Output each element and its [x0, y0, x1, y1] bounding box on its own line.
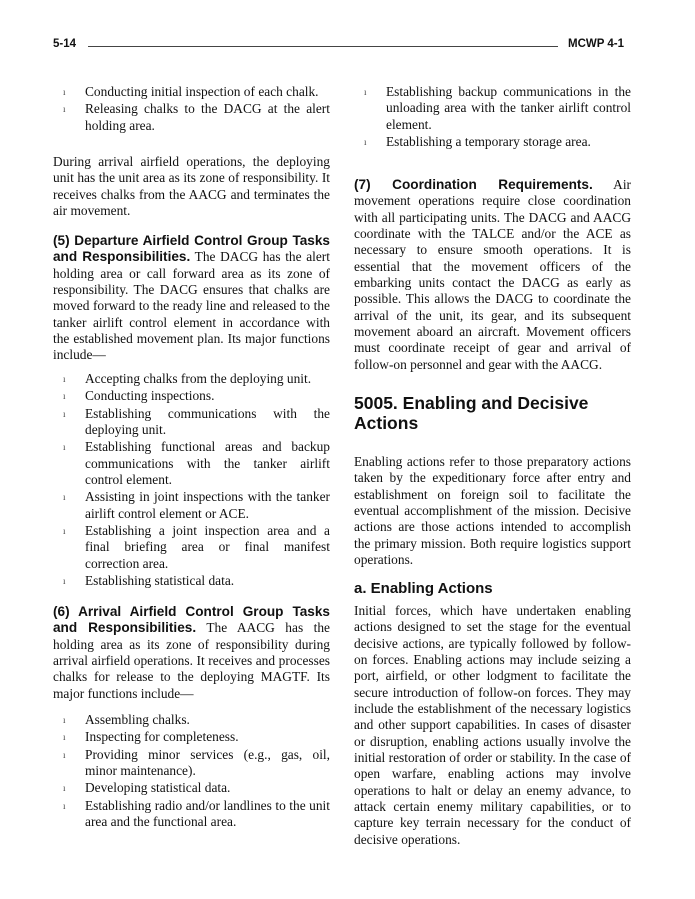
section-heading: (6) Arrival Airfield Control Group Tasks and Responsibilities. [53, 604, 330, 636]
bullet-text: Releasing chalks to the DACG at the alert holding area. [85, 101, 330, 133]
bullet-icon: ı [63, 576, 66, 587]
bullet-item [53, 747, 330, 780]
bullet-icon: ı [63, 442, 66, 453]
section-6 [53, 604, 330, 702]
bullet-text: Assisting in joint inspections with the tanker airlift control element or ACE. [85, 489, 330, 521]
bullet-item [53, 101, 330, 134]
bullet-item [53, 523, 330, 572]
bullet-text: Conducting inspections. [85, 388, 215, 404]
bullet-item [53, 406, 330, 439]
paragraph: Initial forces, which have undertaken enabling actions designed to set the stage for the eventual decisive actions, are typically followed by follow-on forces. Enabling actions may include seizing a port, airfield, or other lodgment to facilitate the secure introduction of follow-on forces. They may include the establishment of the necessary logistics and other support capabilities. In cases of disaster or disruption, enabling actions usually involve the initial restoration of order or stability. In the case of open warfare, enabling actions may involve operations to halt or delay an enemy advance, to attack certain enemy military capabilities, or to capture key terrain necessary for the conduct of decisive operations. [354, 603, 631, 847]
bullet-text: Conducting initial inspection of each chalk. [85, 84, 319, 99]
bullet-item [53, 729, 330, 745]
bullet-list [354, 84, 631, 150]
bullet-text: Establishing radio and/or landlines to the unit area and the functional area. [85, 797, 330, 830]
bullet-icon: ı [63, 749, 66, 760]
bullet-item [53, 712, 330, 728]
section-text: The AACG has the holding area as its zone of responsibility during arrival airfield operations. It receives and processes chalks for release to the deploying MAGTF. Its major functions include— [53, 620, 330, 701]
bullet-icon: ı [63, 783, 66, 794]
page-number: 5-14 [53, 38, 77, 50]
bullet-text: Establishing a joint inspection area and a final briefing area or final manifest correction area. [85, 523, 330, 571]
bullet-text: Providing minor services (e.g., gas, oil, minor maintenance). [85, 746, 330, 779]
section-title: 5005. Enabling and Decisive Actions [354, 393, 589, 433]
bullet-text: Establishing a temporary storage area. [386, 134, 591, 150]
bullet-item [53, 84, 330, 100]
bullet-list [53, 84, 330, 134]
bullet-icon: ı [63, 526, 66, 537]
bullet-text: Establishing backup communications in the unloading area with the tanker airlift control element. [386, 84, 631, 132]
bullet-item [53, 780, 330, 796]
bullet-item [53, 573, 330, 589]
bullet-item [354, 134, 631, 150]
document-id: MCWP 4-1 [568, 38, 625, 50]
section-5 [53, 233, 330, 364]
bullet-text: Establishing statistical data. [85, 573, 235, 589]
bullet-text: Assembling chalks. [85, 712, 190, 727]
bullet-icon: ı [364, 87, 367, 97]
bullet-text: Developing statistical data. [85, 780, 231, 796]
bullet-list [53, 371, 330, 589]
bullet-item [53, 489, 330, 522]
bullet-text: Accepting chalks from the deploying unit. [85, 371, 312, 386]
bullet-icon: ı [63, 492, 66, 503]
bullet-icon: ı [63, 391, 66, 402]
section-7 [354, 177, 631, 373]
bullet-icon: ı [63, 87, 66, 97]
bullet-icon: ı [63, 408, 66, 419]
bullet-text: Inspecting for completeness. [85, 729, 239, 745]
bullet-icon: ı [63, 715, 66, 725]
bullet-item [53, 371, 330, 387]
subsection-title: a. Enabling Actions [354, 580, 493, 597]
bullet-icon: ı [364, 137, 367, 148]
section-text: The DACG has the alert holding area or call forward area as its zone of responsibility. The DACG ensures that chalks are moved forward to the ready line and released to the tanker airlift control element in accordance with the established movement plan. Its major functions include— [53, 249, 330, 363]
bullet-icon: ı [63, 374, 66, 384]
bullet-text: Establishing functional areas and backup communications with the tanker airlift control element. [85, 439, 330, 488]
bullet-icon: ı [63, 104, 66, 115]
bullet-list [53, 712, 330, 830]
bullet-item [354, 84, 631, 133]
paragraph: During arrival airfield operations, the deploying unit has the unit area as its zone of responsibility. It receives chalks from the AACG and terminates the air movement. [53, 154, 330, 219]
bullet-icon: ı [63, 800, 66, 811]
section-heading: (7) Coordination Requirements. [354, 177, 593, 192]
section-heading: (5) Departure Airfield Control Group Tasks and Responsibilities. [53, 233, 330, 265]
bullet-item [53, 388, 330, 404]
bullet-text: Establishing communications with the deploying unit. [85, 405, 330, 438]
section-text: Air movement operations require close coordination with all participating units. The DACG and AACG coordinate with the TALCE and/or the ACE as necessary to ensure smooth operations. It is essential that the movement officers of the embarking units contact the DACG as early as possible. This allows the DACG to coordinate the arrival of the unit, its gear, and its subsequent movement aboard an aircraft. Movement officers must coordinate receipt of gear and arrival of follow-on personnel and gear with the AACG. [354, 177, 631, 372]
header-rule [88, 46, 558, 47]
paragraph: Enabling actions refer to those preparatory actions taken by the expeditionary force after entry and establishment on foreign soil to facilitate the eventual accomplishment of the mission. Decisive actions are those actions intended to accomplish the primary mission. Both require logistics support operations. [354, 454, 631, 568]
bullet-item [53, 798, 330, 831]
bullet-item [53, 439, 330, 488]
bullet-icon: ı [63, 732, 66, 743]
